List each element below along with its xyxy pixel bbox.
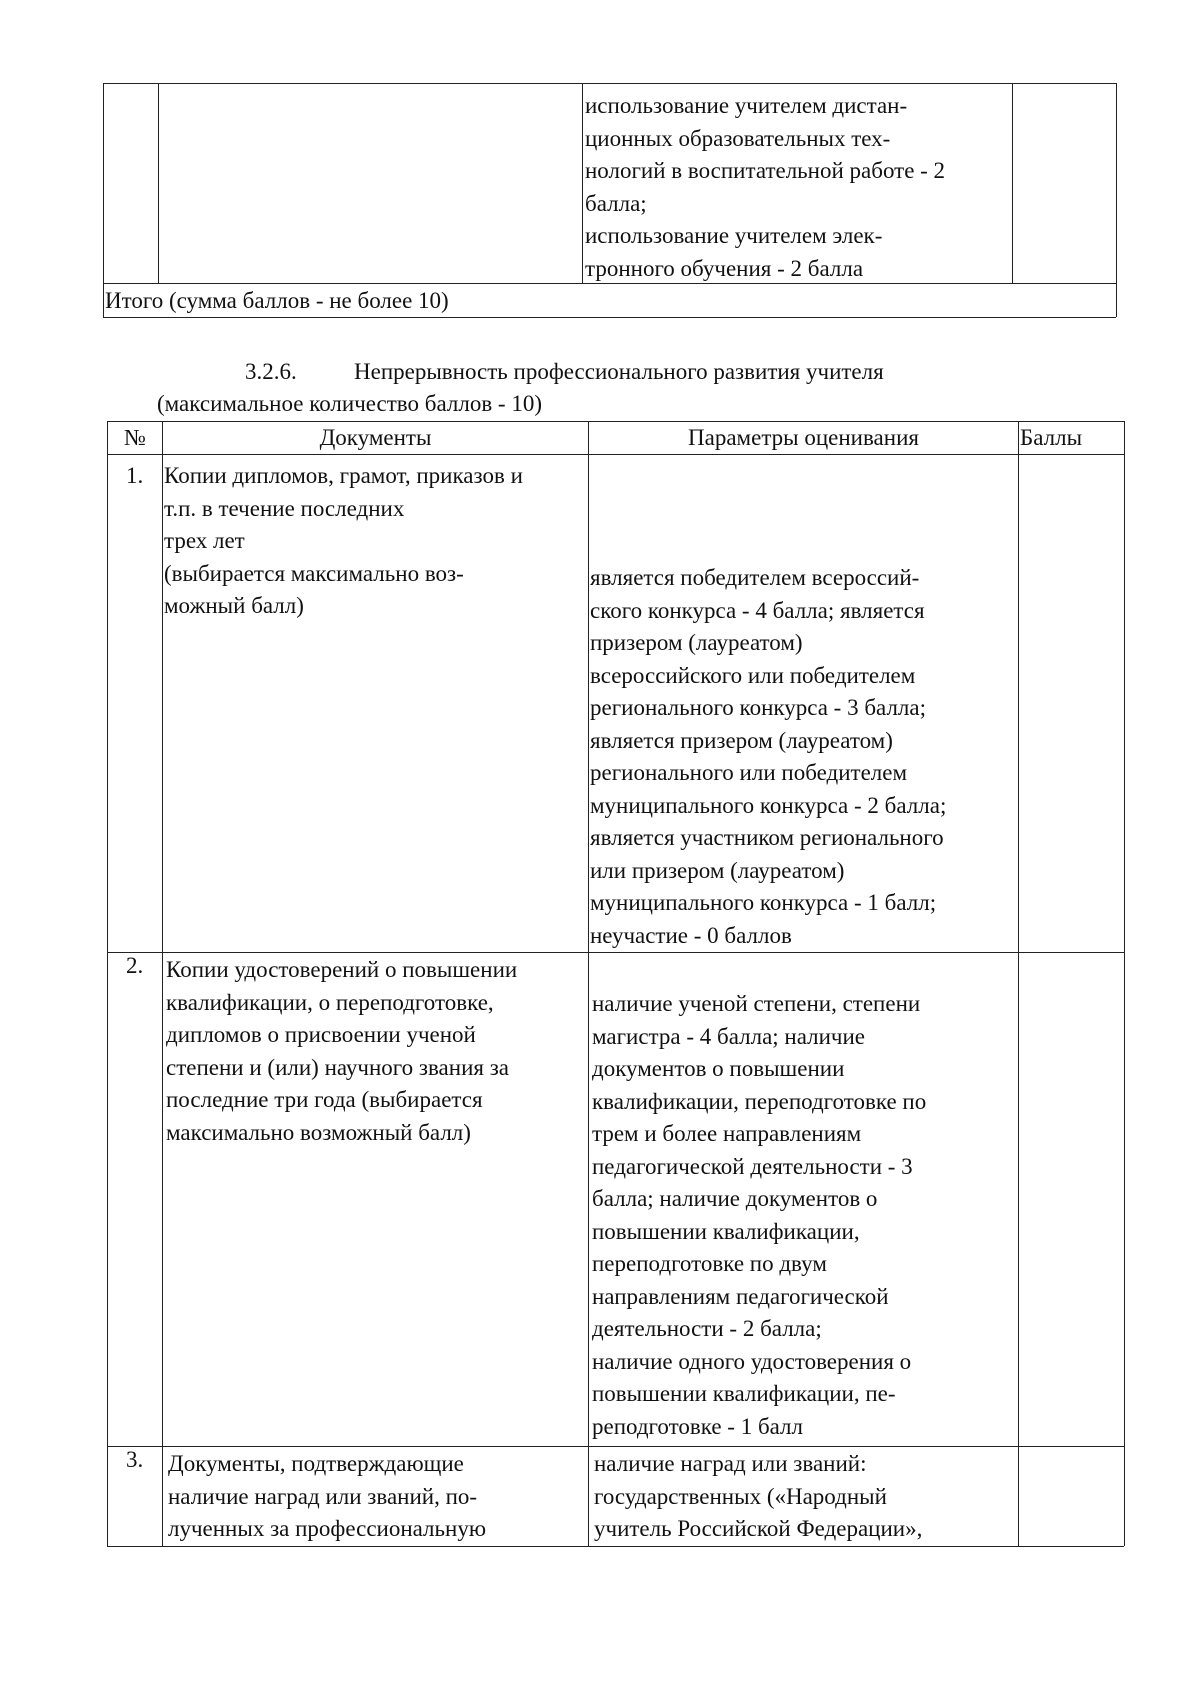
- text-line: государственных («Народный: [594, 1483, 887, 1509]
- text-line: учитель Российской Федерации»,: [594, 1516, 923, 1541]
- text-line: трем и более направлениям: [592, 1121, 862, 1146]
- text-line: использование учителем дистан-: [585, 93, 908, 118]
- text-line: наличие наград или званий:: [594, 1451, 867, 1476]
- text-line: Копии удостоверений о повышении: [166, 957, 518, 982]
- row-1-params: [590, 562, 946, 952]
- text-line: наличие наград или званий, по-: [168, 1483, 478, 1509]
- text-line: наличие одного удостоверения о: [592, 1348, 912, 1374]
- text-line: максимально возможный балл): [166, 1119, 471, 1145]
- text-line: лученных за профессиональную: [168, 1516, 487, 1541]
- text-line: регионального или победителем: [590, 760, 908, 785]
- text-line: ционных образовательных тех-: [585, 125, 891, 151]
- section-number: 3.2.6.: [245, 359, 297, 384]
- text-line: дипломов о присвоении ученой: [166, 1022, 476, 1047]
- text-line: т.п. в течение последних: [164, 495, 405, 521]
- row-2-number: 2.: [126, 953, 144, 978]
- header-num: №: [124, 425, 146, 450]
- text-line: магистра - 4 балла; наличие: [592, 1023, 866, 1049]
- row-3-params: [594, 1448, 922, 1546]
- text-line: тронного обучения - 2 балла: [585, 255, 864, 281]
- text-line: документов о повышении: [592, 1056, 845, 1081]
- text-line: регионального конкурса - 3 балла;: [590, 695, 926, 720]
- header-score: Баллы: [1020, 425, 1083, 450]
- text-line: муниципального конкурса - 2 балла;: [590, 792, 947, 818]
- text-line: наличие ученой степени, степени: [592, 991, 921, 1016]
- text-line: муниципального конкурса - 1 балл;: [590, 890, 937, 915]
- text-line: степени и (или) научного звания за: [166, 1054, 510, 1080]
- text-line: деятельности - 2 балла;: [592, 1316, 822, 1341]
- text-line: или призером (лауреатом): [590, 857, 845, 883]
- text-line: использование учителем элек-: [585, 223, 883, 248]
- row-2-documents: [166, 954, 517, 1149]
- text-line: является участником регионального: [590, 825, 944, 850]
- text-line: последние три года (выбирается: [166, 1087, 483, 1112]
- text-line: (выбирается максимально воз-: [164, 560, 464, 586]
- text-line: квалификации, переподготовке по: [592, 1088, 927, 1114]
- text-line: можный балл): [164, 593, 304, 618]
- text-line: направлениям педагогической: [592, 1283, 889, 1309]
- text-line: трех лет: [164, 528, 245, 553]
- text-line: педагогической деятельности - 3: [592, 1153, 913, 1179]
- text-line: балла;: [585, 190, 647, 216]
- text-line: реподготовке - 1 балл: [592, 1413, 804, 1439]
- text-line: Документы, подтверждающие: [168, 1451, 464, 1476]
- text-line: Копии дипломов, грамот, приказов и: [164, 463, 523, 488]
- text-line: является призером (лауреатом): [590, 727, 893, 753]
- text-line: повышении квалификации, пе-: [592, 1381, 896, 1406]
- row-3-number: 3.: [126, 1447, 144, 1472]
- text-line: повышении квалификации,: [592, 1218, 860, 1244]
- row-1-documents: [164, 460, 523, 623]
- text-line: всероссийского или победителем: [590, 662, 916, 688]
- row-2-params: [592, 988, 926, 1443]
- header-documents: Документы: [319, 425, 432, 450]
- text-line: ского конкурса - 4 балла; является: [590, 597, 925, 623]
- total-label: Итого (сумма баллов - не более 10): [105, 288, 449, 313]
- text-line: балла; наличие документов о: [592, 1186, 878, 1211]
- section-subtitle: (максимальное количество баллов - 10): [157, 391, 543, 416]
- header-params: Параметры оценивания: [688, 425, 919, 450]
- text-line: призером (лауреатом): [590, 630, 803, 655]
- text-line: неучастие - 0 баллов: [590, 922, 792, 948]
- text-line: является победителем всероссий-: [590, 565, 920, 590]
- row-3-documents: [168, 1448, 486, 1546]
- row-1-number: 1.: [126, 463, 144, 488]
- text-line: нологий в воспитательной работе - 2: [585, 158, 946, 183]
- section-title: Непрерывность профессионального развития учителя: [354, 359, 884, 384]
- text-line: переподготовке по двум: [592, 1251, 827, 1276]
- criteria-cell-text: [585, 90, 945, 285]
- text-line: квалификации, о переподготовке,: [166, 989, 494, 1015]
